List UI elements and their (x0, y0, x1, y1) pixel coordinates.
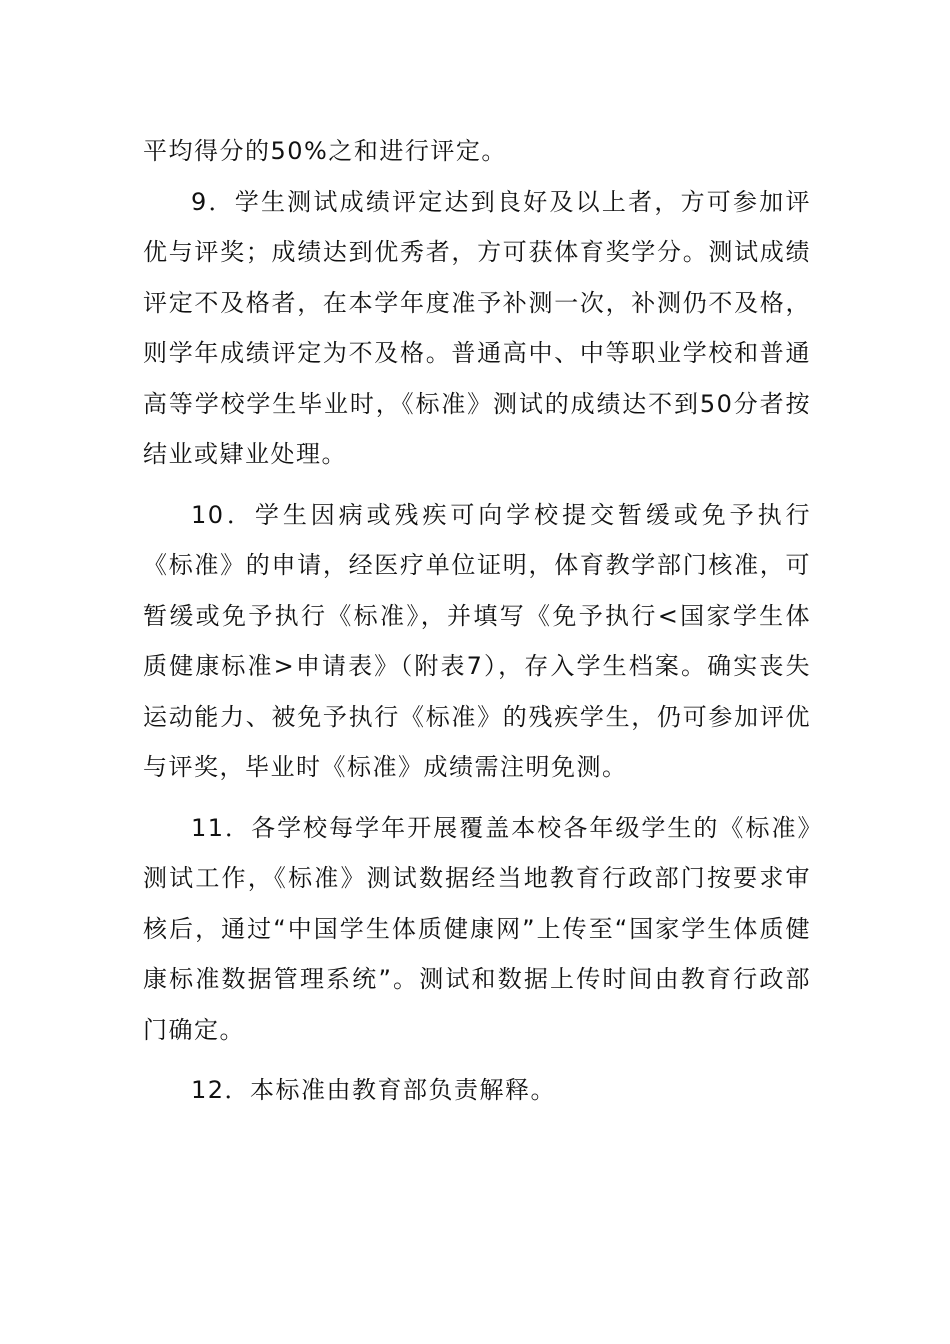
paragraph-item-12: 12．本标准由教育部负责解释。 (191, 1076, 557, 1104)
document-body (143, 126, 811, 1116)
paragraph-item-11: 11．各学校每学年开展覆盖本校各年级学生的《标准》测试工作，《标准》测试数据经当地教育行政部门按要求审核后，通过“中国学生体质健康网”上传至“国家学生体质健康标准数据管理系统”。测试和数据上传时间由教育行政部门确定。 (143, 813, 811, 1044)
paragraph-item-10: 10．学生因病或残疾可向学校提交暂缓或免予执行《标准》的申请，经医疗单位证明，体育教学部门核准，可暂缓或免予执行《标准》，并填写《免予执行<国家学生体质健康标准>申请表》（附表7），存入学生档案。确实丧失运动能力、被免予执行《标准》的残疾学生，仍可参加评优与评奖，毕业时《标准》成绩需注明免测。 (143, 500, 811, 781)
paragraph-continuation: 平均得分的50%之和进行评定。 (143, 137, 507, 165)
paragraph-item-9: 9．学生测试成绩评定达到良好及以上者，方可参加评优与评奖；成绩达到优秀者，方可获体育奖学分。测试成绩评定不及格者，在本学年度准予补测一次，补测仍不及格，则学年成绩评定为不及格。普通高中、中等职业学校和普通高等学校学生毕业时，《标准》测试的成绩达不到50分者按结业或肄业处理。 (143, 187, 811, 468)
